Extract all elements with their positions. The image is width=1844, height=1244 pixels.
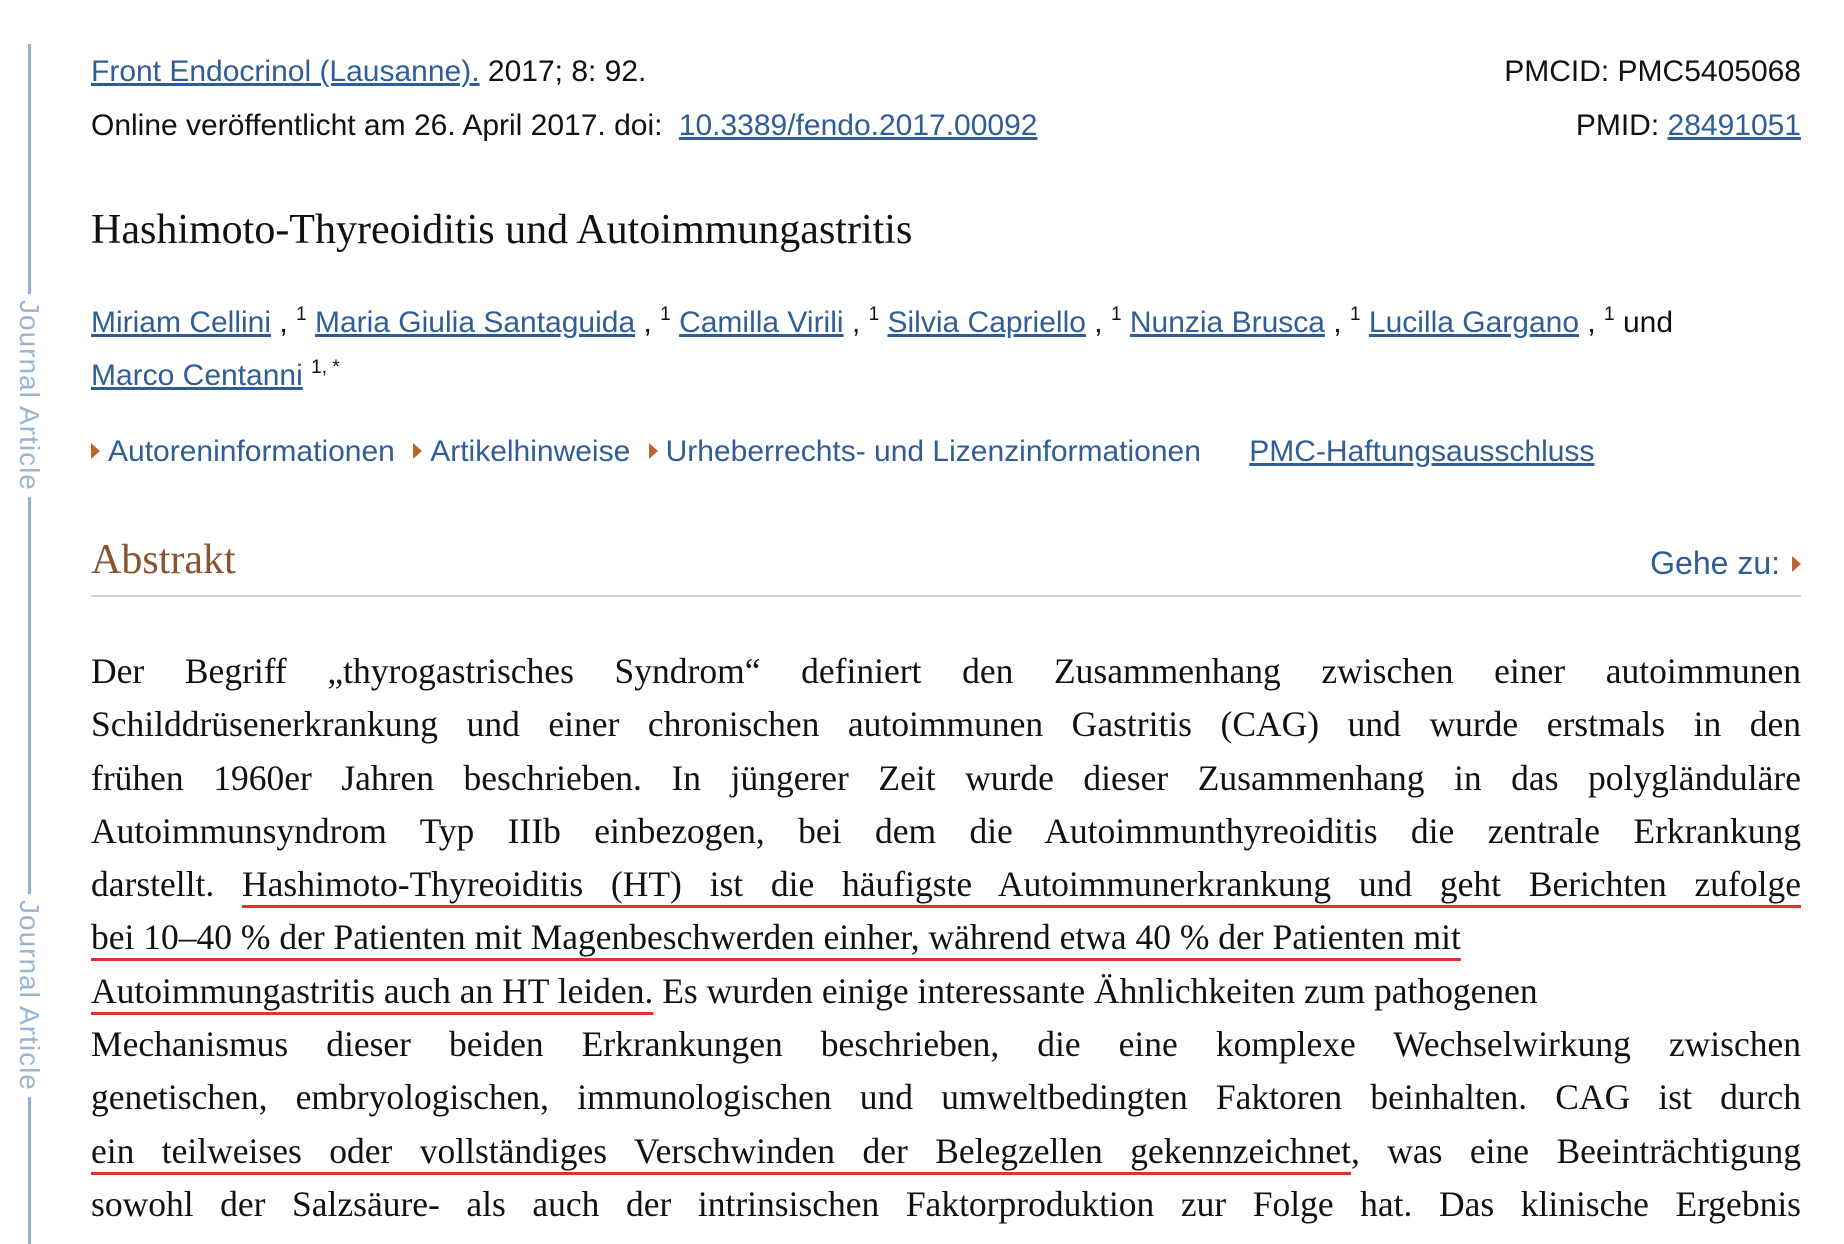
journal-article-rail xyxy=(14,44,45,1244)
journal-link[interactable]: Front Endocrinol (Lausanne). xyxy=(91,55,480,88)
disclaimer-link[interactable]: PMC-Haftungsausschluss xyxy=(1249,435,1595,468)
affiliation-marker[interactable]: 1 xyxy=(1349,304,1361,325)
affiliation-marker[interactable]: 1 xyxy=(296,304,307,325)
citation-row xyxy=(91,52,1801,92)
expand-triangle-icon xyxy=(91,443,100,459)
abstract-line: Autoimmungastritis auch an HT leiden. Es wurden einige interessante Ähnlichkeiten zum pathogenen xyxy=(91,970,1538,1011)
author-info-toggle[interactable]: Autoreninformationen xyxy=(91,432,395,472)
doi-link[interactable]: 10.3389/fendo.2017.00092 xyxy=(678,109,1038,142)
pmid-label: PMID: xyxy=(1575,109,1668,142)
abstract-header xyxy=(91,535,1801,597)
highlighted-text: Autoimmungastritis auch an HT leiden. xyxy=(91,970,654,1011)
affiliation-marker[interactable]: 1, * xyxy=(311,357,340,378)
pmid-block xyxy=(1576,106,1801,146)
abstract-line: Autoimmunsyndrom Typ IIIb einbezogen, bei dem die Autoimmunthyreoiditis die zentrale Erkrankung xyxy=(91,810,1801,851)
affiliation-marker[interactable]: 1 xyxy=(868,304,880,325)
author-link[interactable]: Marco Centanni xyxy=(91,359,303,392)
author-link[interactable]: Nunzia Brusca xyxy=(1129,306,1325,339)
abstract-line xyxy=(91,911,1801,964)
author-link[interactable]: Miriam Cellini xyxy=(91,306,272,339)
abstract-line: Schilddrüsenerkrankung und einer chronischen autoimmunen Gastritis (CAG) und wurde erstmals in den xyxy=(91,704,1801,745)
article-info-links xyxy=(91,432,1594,472)
expand-triangle-icon xyxy=(413,443,422,459)
expand-triangle-icon xyxy=(649,443,658,459)
highlighted-text: Hashimoto-Thyreoiditis (HT) ist die häufigste Autoimmunerkrankung und geht Berichten zufolge xyxy=(241,864,1801,905)
abstract-line: genetischen, embryologischen, immunologischen und umweltbedingten Faktoren beinhalten. CAG ist durch xyxy=(91,1077,1801,1118)
rail-label-bottom: Journal Article xyxy=(14,894,44,1097)
highlighted-text: bei 10–40 % der Patienten mit Magenbeschwerden einher, während etwa 40 % der Patienten mit xyxy=(91,917,1461,958)
volume-info: 2017; 8: 92. xyxy=(487,55,647,88)
author-link[interactable]: Camilla Virili xyxy=(679,306,844,339)
abstract-line: Mechanismus dieser beiden Erkrankungen beschrieben, die eine komplexe Wechselwirkung zwischen xyxy=(91,1024,1801,1065)
abstract-line: Der Begriff „thyrogastrisches Syndrom“ definiert den Zusammenhang zwischen einer autoimmunen xyxy=(91,651,1801,691)
abstract-text xyxy=(91,645,1801,1231)
author-link[interactable]: Lucilla Gargano xyxy=(1368,306,1580,339)
pmcid: PMCID: PMC5405068 xyxy=(1504,55,1801,88)
abstract-line: frühen 1960er Jahren beschrieben. In jüngerer Zeit wurde dieser Zusammenhang in das polygländuläre xyxy=(91,757,1801,798)
online-date: Online veröffentlicht am 26. April 2017. doi: xyxy=(91,109,671,142)
abstract-line: darstellt. Hashimoto-Thyreoiditis (HT) ist die häufigste Autoimmunerkrankung und geht Berichten zufolge xyxy=(91,864,1801,905)
section-title: Abstrakt xyxy=(91,537,236,583)
pmid-link[interactable]: 28491051 xyxy=(1667,109,1801,142)
abstract-line: sowohl der Salzsäure- als auch der intrinsischen Faktorproduktion zur Folge hat. Das klinische Ergebnis xyxy=(91,1183,1801,1224)
goto-menu[interactable]: Gehe zu: xyxy=(1650,543,1801,583)
abstract-line: ein teilweises oder vollständiges Verschwinden der Belegzellen gekennzeichnet, was eine Beeinträchtigung xyxy=(91,1130,1801,1171)
article-title: Hashimoto-Thyreoiditis und Autoimmungastritis xyxy=(91,207,913,253)
affiliation-marker[interactable]: 1 xyxy=(1604,304,1615,325)
author-link[interactable]: Silvia Capriello xyxy=(887,306,1086,339)
affiliation-marker[interactable]: 1 xyxy=(660,304,671,325)
affiliation-marker[interactable]: 1 xyxy=(1110,304,1122,325)
author-link[interactable]: Maria Giulia Santaguida xyxy=(314,306,636,339)
rail-label-top: Journal Article xyxy=(14,294,44,497)
doi-row xyxy=(91,106,1801,146)
copyright-toggle[interactable]: Urheberrechts- und Lizenzinformationen xyxy=(649,432,1201,472)
article-notes-toggle[interactable]: Artikelhinweise xyxy=(413,432,630,472)
highlighted-text: ein teilweises oder vollständiges Verschwinden der Belegzellen gekennzeichnet xyxy=(91,1130,1351,1171)
and-word: und xyxy=(1622,306,1674,339)
goto-triangle-icon xyxy=(1792,556,1801,572)
author-list: Miriam Cellini , $^1$ Maria Giulia Santaguida , $^1$ Camilla Virili , $^1$ Silvia Capriello , $^1$ Nunzia Brusca , $^1$ Lucilla Gargano , $^1$ und Marco Centanni $^{1, *}$ xyxy=(91,304,1674,392)
